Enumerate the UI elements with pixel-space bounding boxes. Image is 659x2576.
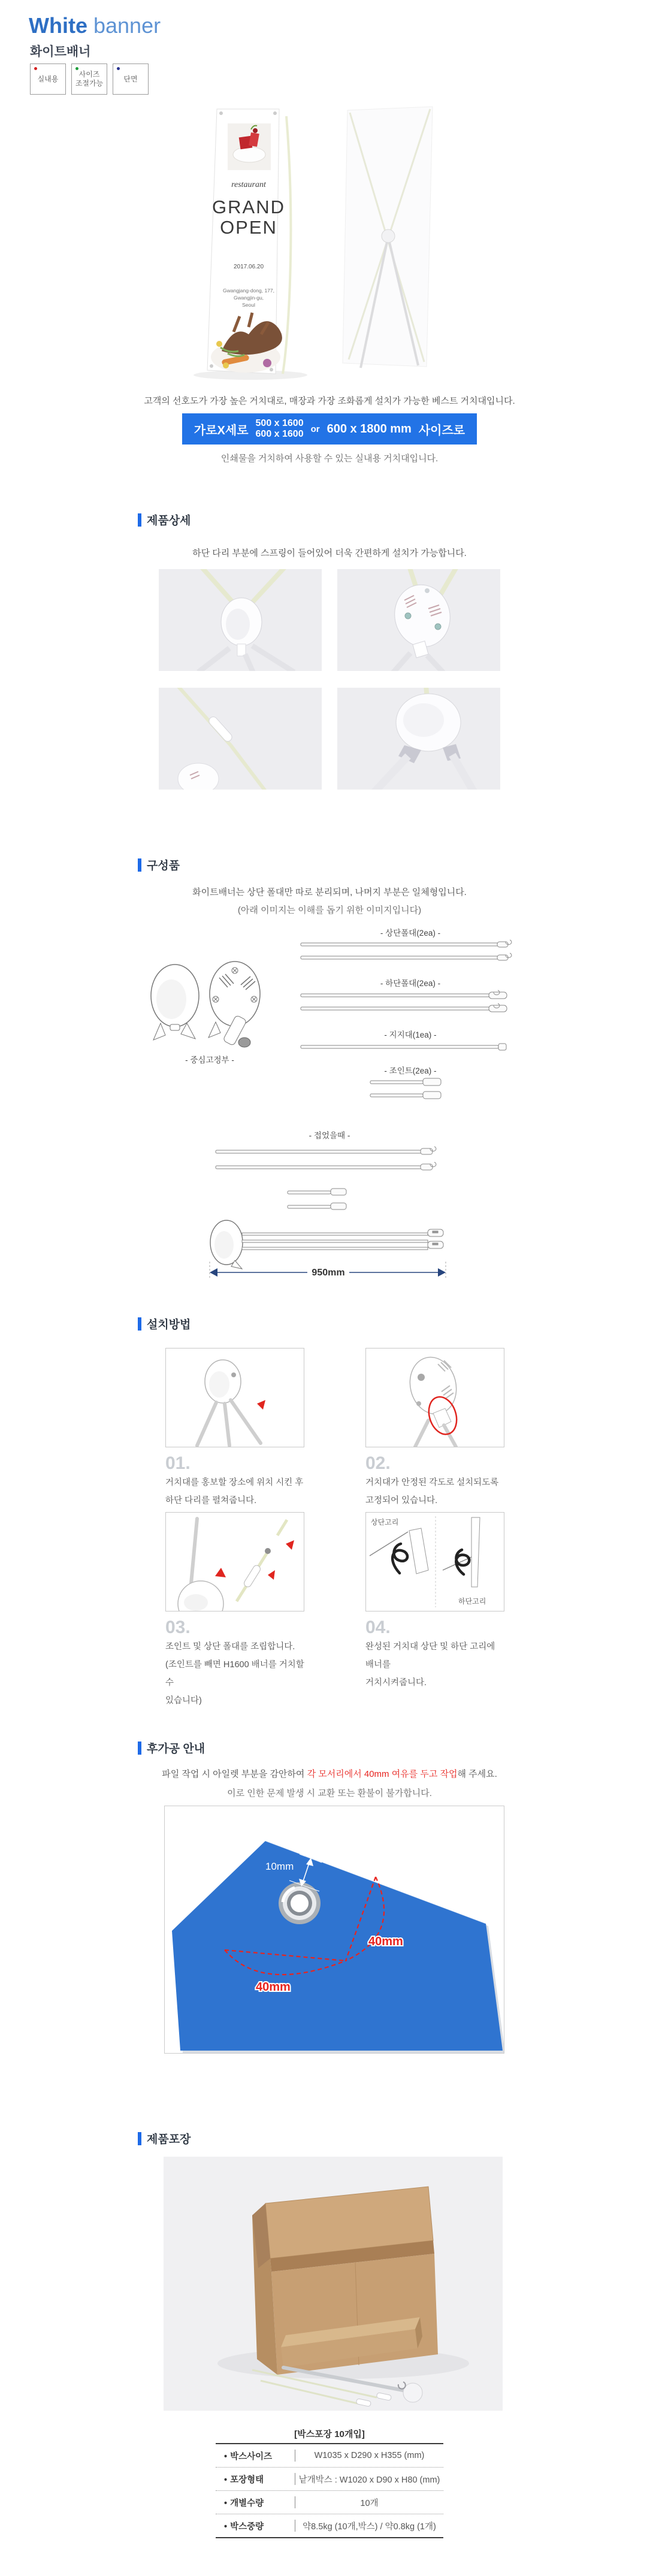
hero-product-photo <box>150 99 485 381</box>
finishing-line-1-prefix: 파일 작업 시 아일렛 부분을 감안하여 <box>162 1769 307 1779</box>
row-label: • 포장형태 <box>216 2473 295 2486</box>
install-step-2-image <box>365 1348 504 1447</box>
part-label-joint: - 조인트(2ea) - <box>384 1066 437 1075</box>
step-1-caption-2: 하단 다리를 펼쳐줍니다. <box>165 1496 257 1505</box>
part-label-top-pole: - 상단폴대(2ea) - <box>380 929 441 938</box>
part-label-support: - 지지대(1ea) - <box>384 1030 437 1039</box>
section-finishing-header <box>138 1740 205 1756</box>
step-4-caption-1: 완성된 거치대 상단 및 하단 고리에 배너를 <box>365 1642 495 1670</box>
eyelet-guide-image <box>164 1806 504 2054</box>
page-title-light: banner <box>87 13 161 38</box>
size-option-2: 600 x 1600 <box>255 429 304 439</box>
hub-diagram-illustration <box>144 961 276 1051</box>
row-value: 낱개박스 : W1020 x D90 x H80 (mm) <box>298 2475 440 2485</box>
hub-front-illustration <box>159 569 322 671</box>
step-3-caption-3: 있습니다) <box>165 1696 202 1706</box>
section-components-title: 구성품 <box>147 860 180 872</box>
hero-sub-text: 인쇄물을 거치하여 사용할 수 있는 실내용 거치대입니다. <box>220 453 439 464</box>
section-bar-icon <box>138 858 141 872</box>
eyelet-dim-40mm-left: 40mm <box>256 1981 291 1994</box>
step-2-caption-2: 고정되어 있습니다. <box>365 1496 438 1505</box>
hook-top-label: 상단고리 <box>371 1518 399 1526</box>
detail-desc: 하단 다리 부분에 스프링이 들어있어 더욱 간편하게 설치가 가능합니다. <box>192 548 467 558</box>
step-4-number: 04. <box>365 1617 391 1637</box>
hero-banner-title-line2: OPEN <box>220 217 277 238</box>
step-1-caption-1: 거치대를 홍보할 장소에 위치 시킨 후 <box>165 1478 304 1487</box>
hero-banner-address-1: Gwangjang-dong, 177, <box>222 288 275 294</box>
detail-photo-hub-front <box>159 569 322 671</box>
install-step-2 <box>365 1348 504 1510</box>
joint-sleeve-illustration <box>159 688 322 790</box>
green-dot-icon <box>75 67 78 70</box>
detail-photo-hub-bottom <box>337 688 500 790</box>
packaging-photo <box>164 2157 503 2411</box>
size-strip-or: or <box>310 424 320 434</box>
bottom-pole-rods <box>300 990 521 1015</box>
install-step-1 <box>165 1348 304 1510</box>
size-strip-prefix: 가로X세로 <box>194 424 249 437</box>
folded-diagram <box>198 1145 461 1286</box>
finishing-line-1 <box>0 1767 659 1780</box>
hub-diagram-label: - 중심고정부 - <box>185 1056 234 1065</box>
section-components-header <box>138 857 180 873</box>
support-rod <box>300 1041 521 1053</box>
row-label: • 박스사이즈 <box>216 2450 295 2462</box>
section-bar-icon <box>138 513 141 527</box>
table-row-weight <box>216 2514 443 2537</box>
hook-bottom-label: 하단고리 <box>458 1597 486 1606</box>
packaging-table-caption: [박스포장 10개입] <box>294 2429 365 2439</box>
hero-banner-address-3: Seoul <box>242 302 255 308</box>
joint-parts <box>300 1077 521 1101</box>
finishing-line-2: 이로 인한 문제 발생 시 교환 또는 환불이 불가합니다. <box>227 1788 432 1798</box>
row-label: • 개별수량 <box>216 2496 295 2509</box>
step-1-illustration <box>166 1349 304 1447</box>
section-bar-icon <box>138 1741 141 1755</box>
eyelet-dim-10mm: 10mm <box>265 1861 294 1872</box>
detail-photo-joint <box>159 688 322 790</box>
packaging-table <box>216 2443 443 2538</box>
hero-banner-brand-text: restaurant <box>231 180 266 189</box>
step-4-illustration <box>366 1513 504 1611</box>
step-2-number: 02. <box>365 1453 391 1473</box>
step-3-illustration <box>166 1513 304 1611</box>
folded-label: - 접었을때 - <box>309 1131 350 1140</box>
badge-indoor <box>30 64 66 95</box>
page-subtitle: 화이트배너 <box>30 45 91 59</box>
size-strip <box>182 413 477 445</box>
eyelet-guide-illustration <box>165 1806 504 2053</box>
table-row-box-size <box>216 2444 443 2467</box>
badge-indoor-label: 실내용 <box>37 74 59 83</box>
size-strip-suffix: 사이즈로 <box>418 424 465 437</box>
eyelet-dim-40mm-right: 40mm <box>368 1935 403 1948</box>
badge-single-side-label: 단면 <box>123 74 138 83</box>
section-install-title: 설치방법 <box>147 1319 191 1331</box>
size-option-1: 500 x 1600 <box>255 418 304 428</box>
section-packaging-header <box>138 2130 191 2146</box>
step-3-caption-1: 조인트 및 상단 폴대를 조립합니다. <box>165 1642 295 1652</box>
section-packaging-title: 제품포장 <box>147 2133 191 2146</box>
hub-back-illustration <box>337 569 500 671</box>
components-diagram <box>138 926 521 1106</box>
table-row-pack-type <box>216 2467 443 2490</box>
step-2-caption-1: 거치대가 안정된 각도로 설치되도록 <box>365 1478 499 1487</box>
components-desc-1: 화이트배너는 상단 폴대만 따로 분리되며, 나머지 부분은 일체형입니다. <box>192 887 467 897</box>
install-step-3-image <box>165 1512 304 1611</box>
row-value: 약8.5kg (10개,박스) / 약0.8kg (1개) <box>303 2521 436 2532</box>
finishing-line-1-suffix: 해 주세요. <box>457 1769 497 1779</box>
step-1-number: 01. <box>165 1453 191 1473</box>
feature-badges <box>30 64 149 95</box>
hub-bottom-illustration <box>337 688 500 790</box>
step-4-caption-2: 거치시켜줍니다. <box>365 1678 427 1688</box>
folded-length-label: 950mm <box>312 1268 345 1278</box>
install-step-4-image <box>365 1512 504 1611</box>
top-pole-rods <box>300 939 521 963</box>
row-value: W1035 x D290 x H355 (mm) <box>314 2451 425 2460</box>
section-detail-title: 제품상세 <box>147 515 191 527</box>
detail-photo-hub-back <box>337 569 500 671</box>
row-label: • 박스중량 <box>216 2520 295 2532</box>
install-step-4 <box>365 1512 504 1692</box>
hero-banner-title-line1: GRAND <box>212 196 285 217</box>
install-step-1-image <box>165 1348 304 1447</box>
section-install-header <box>138 1316 191 1332</box>
size-option-3: 600 x 1800 mm <box>327 422 412 436</box>
size-strip-wrap <box>0 413 659 445</box>
page-title <box>29 13 161 38</box>
badge-size-label-2: 조절가능 <box>75 79 104 87</box>
section-finishing-title: 후가공 안내 <box>147 1743 205 1755</box>
section-bar-icon <box>138 1317 141 1331</box>
packaging-box-illustration <box>164 2157 503 2411</box>
section-bar-icon <box>138 2132 141 2145</box>
detail-photo-grid <box>0 569 659 790</box>
row-value: 10개 <box>360 2498 379 2508</box>
badge-size-label-1: 사이즈 <box>78 70 100 78</box>
page-title-bold: White <box>29 13 87 38</box>
badge-single-side <box>113 64 149 95</box>
step-2-illustration <box>366 1349 504 1447</box>
finishing-line-1-red: 각 모서리에서 40mm 여유를 두고 작업 <box>307 1769 458 1779</box>
table-row-qty <box>216 2490 443 2514</box>
hero-intro-text: 고객의 선호도가 가장 높은 거치대로, 매장과 가장 조화롭게 설치가 가능한 베스트 거치대입니다. <box>144 396 515 406</box>
size-strip-stack <box>256 418 304 440</box>
red-dot-icon <box>34 67 37 70</box>
hero-banner-date: 2017.06.20 <box>233 264 264 270</box>
badge-size-adjustable <box>71 64 107 95</box>
install-step-3 <box>165 1512 304 1710</box>
step-3-number: 03. <box>165 1617 191 1637</box>
section-detail-header <box>138 512 191 528</box>
blue-dot-icon <box>117 67 120 70</box>
components-desc-2: (아래 이미지는 이해를 돕기 위한 이미지입니다) <box>237 905 422 915</box>
step-3-caption-2: (조인트를 빼면 H1600 배너를 거치할 수 <box>165 1660 304 1688</box>
hero-banner-address-2: Gwangjin-gu, <box>233 295 264 301</box>
part-label-bottom-pole: - 하단폴대(2ea) - <box>380 979 441 988</box>
